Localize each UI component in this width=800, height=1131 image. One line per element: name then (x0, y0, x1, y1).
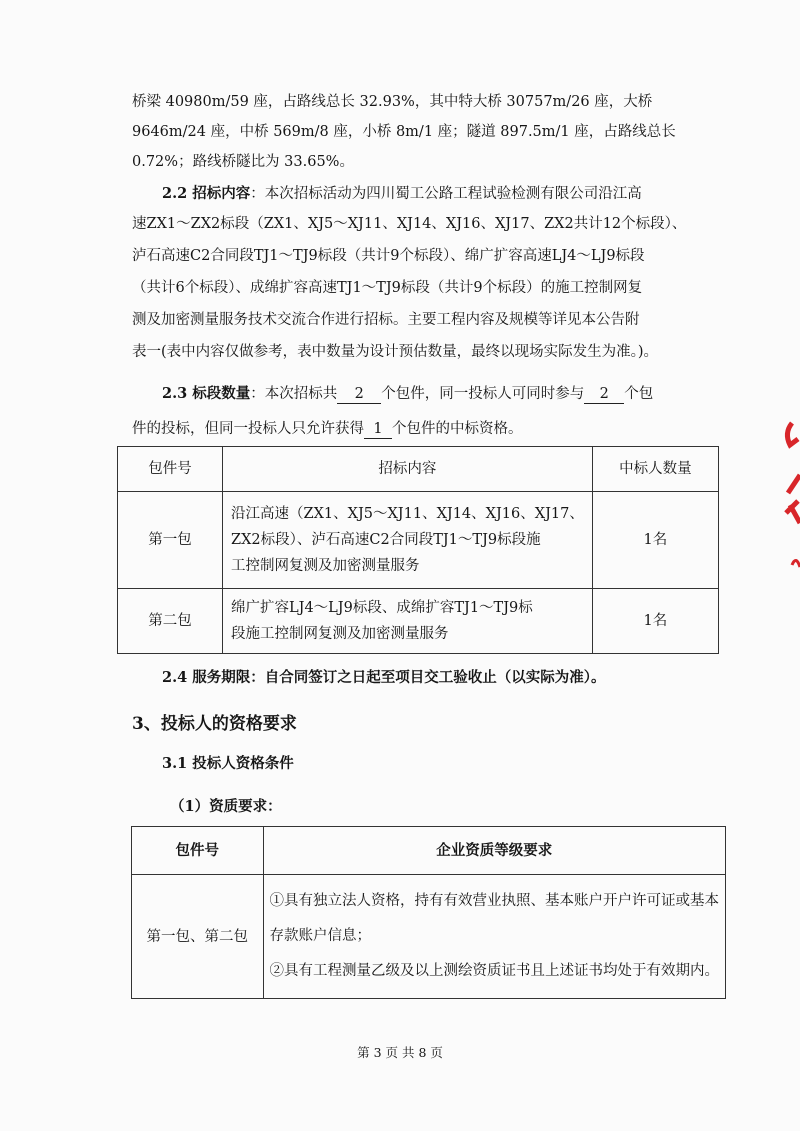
requirement-line: ②具有工程测量乙级及以上测绘资质证书且上述证书均处于有效期内。 (269, 963, 719, 979)
table-row (118, 492, 719, 589)
requirement-line: ①具有独立法人资格，持有有效营业执照、基本账户开户许可证或基本 (269, 893, 719, 909)
section-2-3-text: 个包件的中标资格。 (392, 421, 523, 437)
page-number: 第 3 页 共 8 页 (357, 1045, 443, 1060)
winner-count-cell: 1名 (592, 589, 718, 654)
content-cell (223, 492, 593, 589)
requirement-line: 存款账户信息； (269, 928, 371, 944)
section-2-4-label: 2.4 服务期限 (162, 669, 251, 686)
paragraph-line: 9646m/24 座，中桥 569m/8 座，小桥 8m/1 座；隧道 897.5m/1 座，占路线总长 (132, 124, 676, 140)
section-2-3-text: ：本次招标共 (250, 386, 338, 402)
paragraph-line: 0.72%；路线桥隧比为 33.65%。 (132, 154, 354, 170)
red-seal-fragment (770, 405, 800, 575)
table-header-row (118, 447, 719, 492)
paragraph-line: 泸石高速C2合同段TJ1～TJ9标段（共计9个标段）、绵广扩容高速LJ4～LJ9标段 (132, 248, 645, 264)
column-header: 中标人数量 (592, 447, 718, 492)
content-line: ZX2标段）、泸石高速C2合同段TJ1～TJ9标段施 (231, 532, 541, 548)
max-participation-value: 2 (584, 386, 624, 404)
section-2-3-line2 (132, 419, 692, 439)
section-3-1-heading: 3.1 投标人资格条件 (162, 755, 294, 772)
section-3-heading: 3、投标人的资格要求 (132, 714, 297, 734)
paragraph-line: 表一(表中内容仅做参考，表中数量为设计预估数量，最终以现场实际发生为准。)。 (132, 344, 659, 360)
package-count-value: 2 (337, 386, 381, 404)
content-line: 绵广扩容LJ4～LJ9标段、成绵扩容TJ1～TJ9标 (231, 600, 533, 616)
section-2-2-line (162, 184, 722, 204)
section-2-3-label: 2.3 标段数量 (162, 385, 251, 402)
column-header: 包件号 (132, 827, 264, 875)
paragraph-line: 测及加密测量服务技术交流合作进行招标。主要工程内容及规模等详见本公告附 (132, 312, 640, 328)
winner-count-cell: 1名 (592, 492, 718, 589)
content-cell (223, 589, 593, 654)
table-row (118, 589, 719, 654)
qualification-heading: （1）资质要求： (170, 798, 282, 815)
table-header-row (132, 827, 726, 875)
section-2-2-label: 2.2 招标内容 (162, 185, 251, 202)
package-table (117, 446, 719, 654)
requirements-cell (263, 875, 726, 999)
section-2-2-text: ：本次招标活动为四川蜀工公路工程试验检测有限公司沿江高 (250, 186, 642, 202)
section-2-3-text: 个包件，同一投标人可同时参与 (381, 386, 585, 402)
package-cell: 第一包、第二包 (132, 875, 264, 999)
package-cell: 第二包 (118, 589, 223, 654)
section-2-4-line (162, 668, 722, 688)
column-header: 企业资质等级要求 (263, 827, 726, 875)
column-header: 招标内容 (223, 447, 593, 492)
column-header: 包件号 (118, 447, 223, 492)
content-line: 段施工控制网复测及加密测量服务 (231, 626, 449, 642)
section-2-4-text: ：自合同签订之日起至项目交工验收止（以实际为准）。 (250, 669, 606, 686)
paragraph-line: （共计6个标段）、成绵扩容高速TJ1～TJ9标段（共计9个标段）的施工控制网复 (132, 280, 643, 296)
paragraph-line: 速ZX1～ZX2标段（ZX1、XJ5～XJ11、XJ14、XJ16、XJ17、ZX2共计12个标段）、 (132, 216, 687, 232)
paragraph-line: 桥梁 40980m/59 座，占路线总长 32.93%，其中特大桥 30757m/26 座，大桥 (132, 94, 653, 110)
qualification-table (131, 826, 726, 999)
table-row (132, 875, 726, 999)
section-2-3-line (162, 384, 722, 404)
max-award-value: 1 (364, 421, 392, 439)
content-line: 沿江高速（ZX1、XJ5～XJ11、XJ14、XJ16、XJ17、 (231, 506, 584, 522)
section-2-3-text: 件的投标，但同一投标人只允许获得 (132, 421, 364, 437)
package-cell: 第一包 (118, 492, 223, 589)
content-line: 工控制网复测及加密测量服务 (231, 558, 420, 574)
section-2-3-text: 个包 (624, 386, 654, 402)
